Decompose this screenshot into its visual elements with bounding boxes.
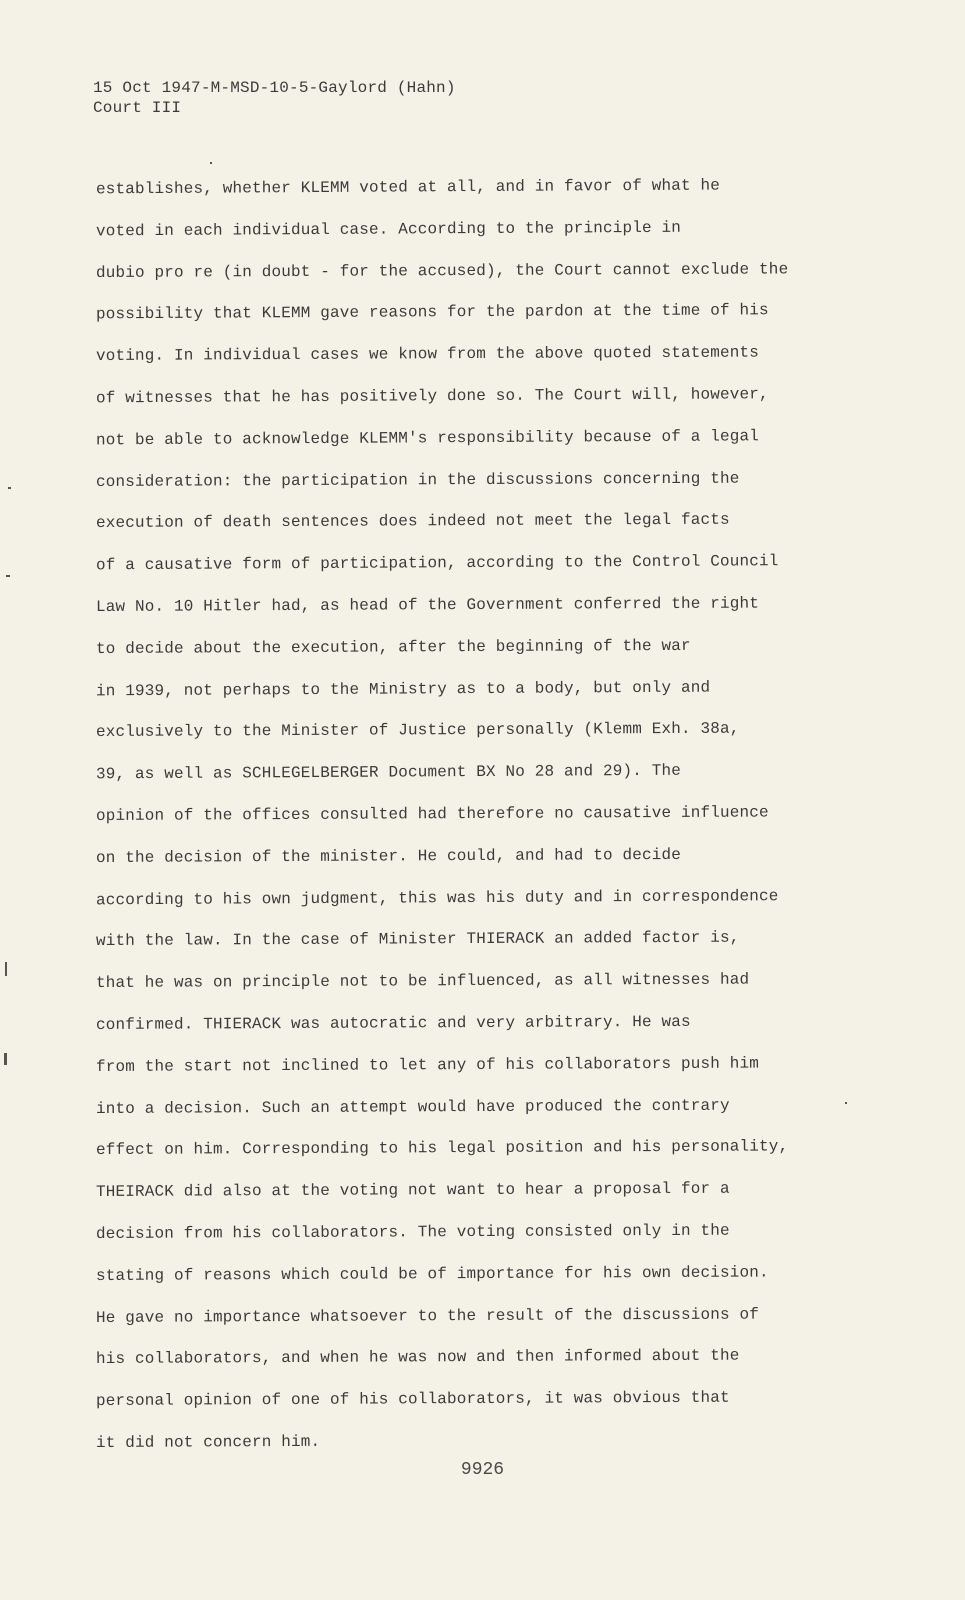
text-line: decision from his collaborators. The voting consisted only in the xyxy=(95,1221,730,1243)
scan-mark xyxy=(4,1053,7,1065)
text-line: in 1939, not perhaps to the Ministry as to a body, but only and xyxy=(95,678,711,700)
text-line: it did not concern him. xyxy=(95,1432,321,1452)
text-line: personal opinion of one of his collaborators, it was obvious that xyxy=(95,1388,730,1411)
text-line: voting. In individual cases we know from the above quoted statements xyxy=(95,343,760,366)
text-line: Law No. 10 Hitler had, as head of the Government conferred the right xyxy=(95,594,760,616)
text-line: dubio pro re (in doubt - for the accused), the Court cannot exclude the xyxy=(95,259,789,282)
text-line: voted in each individual case. According to the principle in xyxy=(95,218,682,241)
text-line: according to his own judgment, this was his duty and in correspondence xyxy=(95,886,779,909)
text-line: consideration: the participation in the discussions concerning the xyxy=(95,469,740,491)
page-number: 9926 xyxy=(460,1460,505,1480)
text-line: his collaborators, and when he was now and then informed about the xyxy=(95,1346,740,1369)
document-header xyxy=(93,78,456,118)
text-line: that he was on principle not to be influenced, as all witnesses had xyxy=(95,970,750,993)
text-line: into a decision. Such an attempt would have produced the contrary xyxy=(95,1096,730,1118)
text-line: on the decision of the minister. He could, and had to decide xyxy=(95,845,682,867)
scan-mark xyxy=(5,962,7,976)
body-text xyxy=(96,178,856,1474)
scan-mark xyxy=(8,487,11,489)
text-line: effect on him. Corresponding to his legal position and his personality, xyxy=(95,1137,789,1160)
text-line: with the law. In the case of Minister THIERACK an added factor is, xyxy=(95,928,740,951)
text-line: of a causative form of participation, according to the Control Council xyxy=(95,552,779,575)
scan-mark xyxy=(6,575,10,577)
text-line: execution of death sentences does indeed not meet the legal facts xyxy=(95,511,730,533)
header-court-line: Court III xyxy=(93,99,182,117)
text-line: not be able to acknowledge KLEMM's responsibility because of a legal xyxy=(95,427,760,450)
text-line: from the start not inclined to let any of his collaborators push him xyxy=(95,1054,760,1076)
text-line: to decide about the execution, after the beginning of the war xyxy=(95,636,691,658)
text-line: exclusively to the Minister of Justice personally (Klemm Exh. 38a, xyxy=(95,719,740,742)
text-line: opinion of the offices consulted had therefore no causative influence xyxy=(95,803,769,825)
scan-mark xyxy=(210,162,212,164)
scan-mark xyxy=(845,1102,847,1104)
header-session-line: 15 Oct 1947-M-MSD-10-5-Gaylord (Hahn) xyxy=(93,79,456,97)
text-line: THEIRACK did also at the voting not want to hear a proposal for a xyxy=(95,1179,730,1202)
text-line: establishes, whether KLEMM voted at all, and in favor of what he xyxy=(95,176,721,199)
text-line: possibility that KLEMM gave reasons for the pardon at the time of his xyxy=(95,301,769,324)
text-line: 39, as well as SCHLEGELBERGER Document BX No 28 and 29). The xyxy=(95,761,682,784)
text-line: stating of reasons which could be of importance for his own decision. xyxy=(95,1263,769,1285)
text-line: confirmed. THIERACK was autocratic and very arbitrary. He was xyxy=(95,1012,691,1034)
text-line: He gave no importance whatsoever to the result of the discussions of xyxy=(95,1305,760,1327)
text-line: of witnesses that he has positively done so. The Court will, however, xyxy=(95,385,769,408)
